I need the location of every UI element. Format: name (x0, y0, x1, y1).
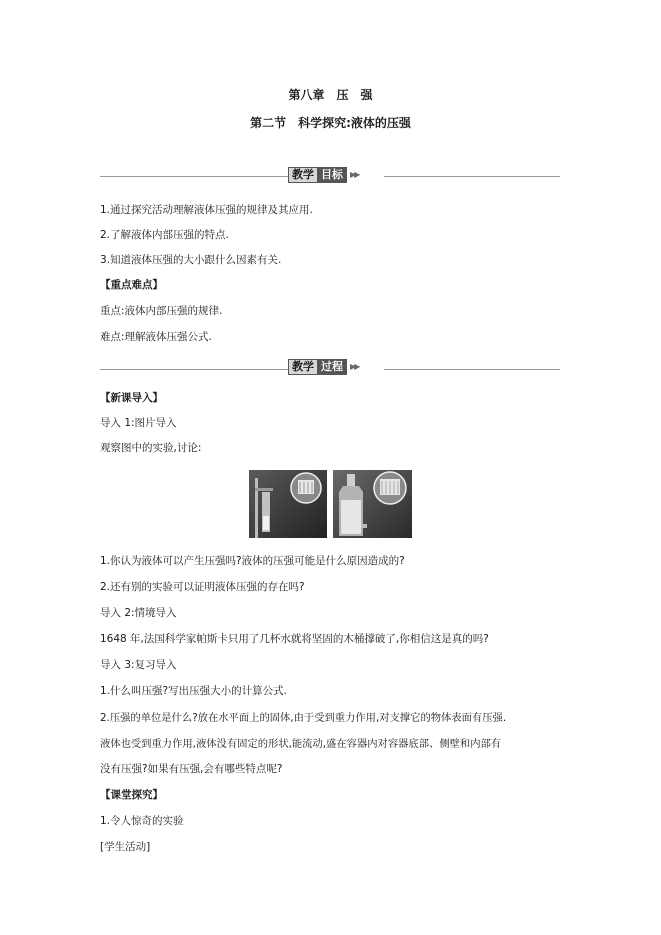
double-arrow-icon: ▶▶ (350, 170, 359, 179)
intro1-title: 导入 1:图片导入 (100, 417, 177, 429)
intro1-question-1: 1.你认为液体可以产生压强吗?液体的压强可能是什么原因造成的? (100, 555, 405, 567)
explore-heading: 【课堂探究】 (100, 789, 163, 801)
process-banner-part2: 过程 (317, 359, 347, 375)
banner-rule (100, 369, 288, 370)
intro1-question-2: 2.还有别的实验可以证明液体压强的存在吗? (100, 581, 305, 593)
goals-banner (288, 167, 358, 183)
banner-rule (384, 176, 560, 177)
goal-item: 1.通过探究活动理解液体压强的规律及其应用. (100, 204, 313, 216)
intro1-text: 观察图中的实验,讨论: (100, 442, 202, 454)
intro3-question-2-line2: 液体也受到重力作用,液体没有固定的形状,能流动,盛在容器内对容器底部、侧壁和内部有 (100, 738, 502, 750)
intro3-title: 导入 3:复习导入 (100, 659, 177, 671)
explore-item-1: 1.令人惊奇的实验 (100, 815, 184, 827)
bottle-experiment-icon (333, 470, 412, 538)
intro3-question-2-line1: 2.压强的单位是什么?放在水平面上的固体,由于受到重力作用,对支撑它的物体表面有压强. (100, 712, 507, 724)
difficulty-point: 难点:理解液体压强公式. (100, 331, 212, 343)
intro3-question-1: 1.什么叫压强?写出压强大小的计算公式. (100, 685, 287, 697)
goal-item: 3.知道液体压强的大小跟什么因素有关. (100, 254, 282, 266)
intro-heading: 【新课导入】 (100, 392, 163, 404)
intro3-question-2-line3: 没有压强?如果有压强,会有哪些特点呢? (100, 763, 283, 775)
section-title: 第二节 科学探究:液体的压强 (250, 116, 411, 130)
student-activity-label: [学生活动] (100, 841, 151, 853)
experiment-photo-right (333, 470, 412, 538)
process-banner (288, 359, 358, 375)
goals-banner-part1: 教学 (288, 167, 317, 183)
chapter-title: 第八章 压 强 (288, 88, 373, 102)
experiment-photo-left (249, 470, 327, 538)
key-points-heading: 【重点难点】 (100, 279, 163, 291)
intro2-title: 导入 2:情境导入 (100, 607, 177, 619)
banner-rule (100, 176, 288, 177)
focus-point: 重点:液体内部压强的规律. (100, 305, 223, 317)
tube-experiment-icon (249, 470, 327, 538)
process-banner-part1: 教学 (288, 359, 317, 375)
double-arrow-icon: ▶▶ (350, 362, 359, 371)
intro2-text: 1648 年,法国科学家帕斯卡只用了几杯水就将坚固的木桶撑破了,你相信这是真的吗? (100, 633, 489, 645)
goals-banner-part2: 目标 (317, 167, 347, 183)
goal-item: 2.了解液体内部压强的特点. (100, 229, 229, 241)
banner-rule (384, 369, 560, 370)
